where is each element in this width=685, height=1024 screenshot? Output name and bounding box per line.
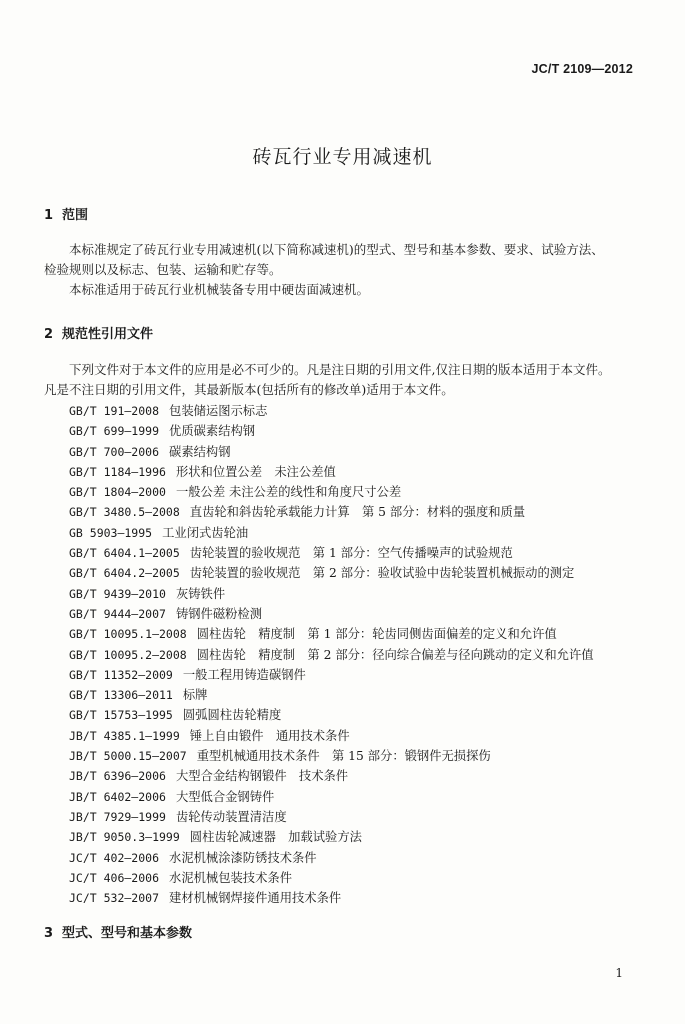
- reference-title: 圆柱齿轮 精度制 第 1 部分：轮齿同侧齿面偏差的定义和允许值: [196, 627, 557, 642]
- reference-code: JB/T 5000.15—2007: [69, 749, 187, 764]
- section-3-heading: [44, 922, 192, 941]
- reference-code: GB/T 1804—2000: [69, 485, 166, 500]
- reference-code: JB/T 7929—1999: [69, 809, 166, 824]
- section-title: 范围: [62, 208, 89, 223]
- reference-item: [69, 604, 659, 624]
- reference-title: 水泥机械涂漆防锈技术条件: [169, 850, 317, 865]
- section-title: 型式、型号和基本参数: [62, 926, 193, 941]
- reference-title: 齿轮传动装置清洁度: [175, 809, 287, 824]
- reference-code: GB/T 9439—2010: [69, 586, 166, 601]
- reference-item: [69, 502, 659, 522]
- reference-code: GB/T 11352—2009: [69, 667, 173, 682]
- reference-item: [69, 868, 659, 888]
- reference-title: 铸钢件磁粉检测: [175, 606, 263, 621]
- reference-title: 齿轮装置的验收规范 第 2 部分：验收试验中齿轮装置机械振动的测定: [189, 566, 575, 581]
- section-number: 2: [44, 327, 54, 342]
- paragraph-line: 本标准规定了砖瓦行业专用减速机(以下简称减速机)的型式、型号和基本参数、要求、试验方法、: [69, 242, 604, 257]
- reference-code: JB/T 9050.3—1999: [69, 830, 180, 845]
- references-intro: [44, 360, 644, 400]
- reference-title: 灰铸铁件: [175, 586, 226, 601]
- reference-title: 包装储运图示标志: [169, 404, 268, 418]
- reference-code: GB/T 9444—2007: [69, 606, 166, 621]
- reference-item: [69, 827, 659, 847]
- reference-code: GB/T 13306—2011: [69, 688, 173, 703]
- reference-title: 齿轮装置的验收规范 第 1 部分：空气传播噪声的试验规范: [189, 546, 513, 561]
- reference-item: [69, 848, 659, 868]
- reference-title: 圆弧圆柱齿轮精度: [182, 708, 282, 723]
- reference-title: 建材机械钢焊接件通用技术条件: [169, 891, 342, 906]
- section-1-heading: [44, 204, 88, 223]
- reference-code: JC/T 402—2006: [69, 850, 160, 865]
- reference-item: [69, 665, 659, 685]
- reference-code: GB/T 191—2008: [69, 404, 160, 418]
- standard-code: JC/T 2109—2012: [531, 62, 633, 76]
- reference-item: [69, 746, 659, 766]
- reference-item: [69, 685, 659, 705]
- reference-title: 优质碳素结构钢: [169, 424, 256, 439]
- page-number: 1: [615, 966, 623, 980]
- section-title: 规范性引用文件: [62, 327, 154, 342]
- document-title: 砖瓦行业专用减速机: [252, 146, 433, 168]
- reference-item: [69, 807, 659, 827]
- reference-item: [69, 766, 659, 786]
- reference-code: GB/T 10095.2—2008: [69, 647, 187, 662]
- reference-title: 圆柱齿轮减速器 加载试验方法: [189, 830, 362, 845]
- reference-code: GB/T 3480.5—2008: [69, 505, 180, 520]
- paragraph-line: 凡是不注日期的引用文件，其最新版本(包括所有的修改单)适用于本文件。: [44, 382, 454, 397]
- reference-item: [69, 421, 659, 441]
- paragraph-line: 检验规则以及标志、包装、运输和贮存等。: [44, 262, 282, 277]
- paragraph-line: 下列文件对于本文件的应用是必不可少的。凡是注日期的引用文件,仅注日期的版本适用于本文件。: [69, 362, 611, 377]
- reference-item: [69, 584, 659, 604]
- reference-code: JB/T 6402—2006: [69, 789, 166, 804]
- reference-title: 一般工程用铸造碳钢件: [182, 667, 306, 682]
- reference-title: 重型机械通用技术条件 第 15 部分：锻钢件无损探伤: [196, 749, 491, 764]
- reference-title: 碳素结构钢: [169, 444, 231, 459]
- reference-code: GB/T 1184—1996: [69, 464, 166, 479]
- reference-code: GB/T 699—1999: [69, 424, 160, 439]
- reference-title: 形状和位置公差 未注公差值: [175, 464, 336, 479]
- reference-code: GB/T 700—2006: [69, 444, 160, 459]
- reference-item: [69, 523, 659, 543]
- reference-item: [69, 401, 659, 421]
- reference-title: 一般公差 未注公差的线性和角度尺寸公差: [175, 485, 402, 500]
- paragraph-line: 本标准适用于砖瓦行业机械装备专用中硬齿面减速机。: [69, 282, 370, 297]
- section-number: 3: [44, 926, 54, 941]
- section-number: 1: [44, 208, 54, 223]
- section-2-heading: [44, 323, 153, 342]
- reference-item: [69, 645, 659, 665]
- reference-title: 锤上自由锻件 通用技术条件: [189, 728, 350, 743]
- reference-title: 水泥机械包装技术条件: [169, 870, 292, 885]
- reference-title: 大型合金结构钢锻件 技术条件: [175, 769, 349, 784]
- reference-code: JB/T 4385.1—1999: [69, 728, 180, 743]
- reference-item: [69, 787, 659, 807]
- reference-code: JB/T 6396—2006: [69, 769, 166, 784]
- reference-code: JC/T 532—2007: [69, 891, 160, 906]
- reference-item: [69, 705, 659, 725]
- reference-item: [69, 543, 659, 563]
- reference-list: [69, 401, 659, 908]
- reference-item: [69, 726, 659, 746]
- reference-title: 直齿轮和斜齿轮承载能力计算 第 5 部分：材料的强度和质量: [189, 505, 526, 520]
- scope-paragraph: [44, 240, 644, 300]
- reference-item: [69, 624, 659, 644]
- reference-title: 工业闭式齿轮油: [162, 525, 249, 540]
- reference-title: 大型低合金钢铸件: [175, 789, 275, 804]
- reference-title: 圆柱齿轮 精度制 第 2 部分：径向综合偏差与径向跳动的定义和允许值: [196, 647, 594, 662]
- reference-code: GB 5903—1995: [69, 525, 153, 540]
- reference-item: [69, 442, 659, 462]
- reference-code: GB/T 15753—1995: [69, 708, 173, 723]
- reference-code: GB/T 10095.1—2008: [69, 627, 187, 642]
- reference-code: JC/T 406—2006: [69, 870, 160, 885]
- reference-item: [69, 888, 659, 908]
- reference-code: GB/T 6404.2—2005: [69, 566, 180, 581]
- reference-title: 标牌: [182, 688, 208, 703]
- reference-item: [69, 482, 659, 502]
- reference-code: GB/T 6404.1—2005: [69, 546, 180, 561]
- reference-item: [69, 563, 659, 583]
- reference-item: [69, 462, 659, 482]
